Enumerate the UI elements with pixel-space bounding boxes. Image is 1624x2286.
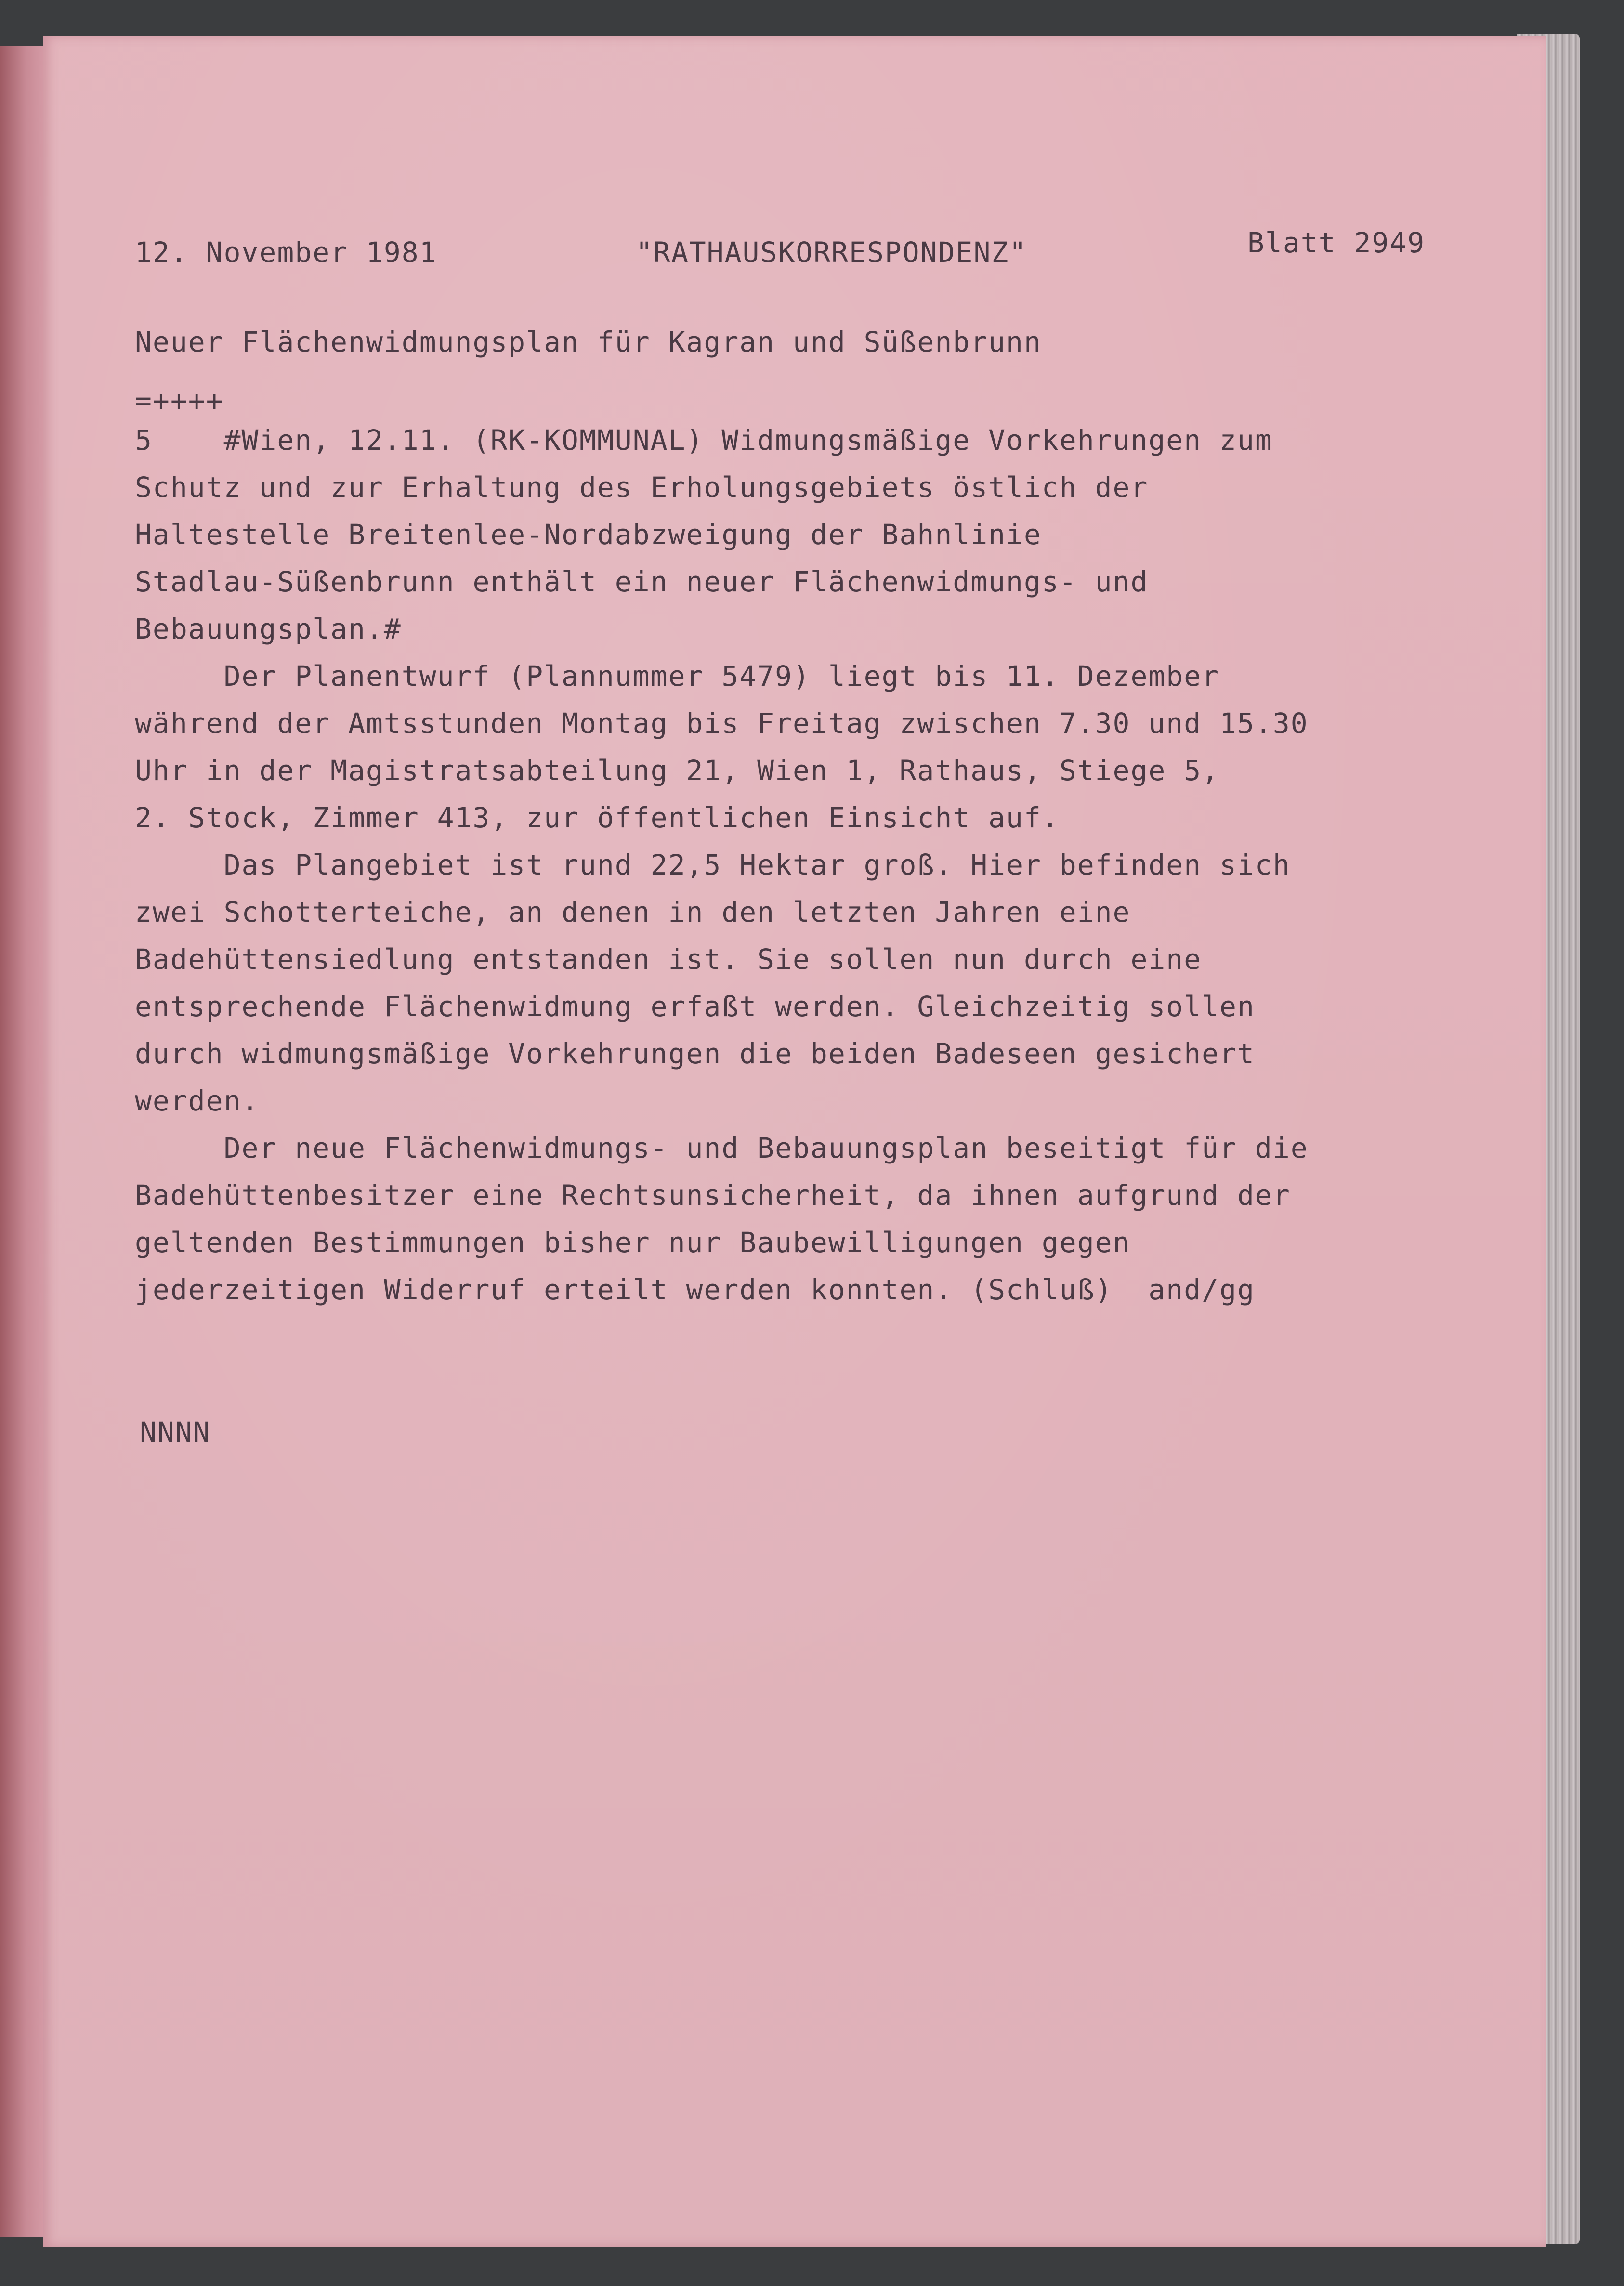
separator-marker: =++++ <box>135 384 224 417</box>
body-line: zwei Schotterteiche, an denen in den letzten Jahren eine <box>135 896 1131 928</box>
end-mark: NNNN <box>140 1416 211 1449</box>
body-line: Das Plangebiet ist rund 22,5 Hektar groß. Hier befinden sich <box>135 849 1291 881</box>
body-line: Badehüttenbesitzer eine Rechtsunsicherheit, da ihnen aufgrund der <box>135 1179 1291 1212</box>
body-line: entsprechende Flächenwidmung erfaßt werden. Gleichzeitig sollen <box>135 990 1255 1023</box>
facing-page-edge <box>0 46 43 2237</box>
body-line: durch widmungsmäßige Vorkehrungen die beiden Badeseen gesichert <box>135 1037 1255 1070</box>
body-line: Schutz und zur Erhaltung des Erholungsgebiets östlich der <box>135 471 1149 504</box>
body-line: Badehüttensiedlung entstanden ist. Sie sollen nun durch eine <box>135 943 1202 976</box>
body-line: Uhr in der Magistratsabteilung 21, Wien 1, Rathaus, Stiege 5, <box>135 754 1220 787</box>
body-line: geltenden Bestimmungen bisher nur Baubewilligungen gegen <box>135 1226 1131 1259</box>
header-date: 12. November 1981 <box>135 236 437 269</box>
body-line: 2. Stock, Zimmer 413, zur öffentlichen Einsicht auf. <box>135 801 1060 834</box>
article-body <box>135 417 1309 1313</box>
body-line: Bebauungsplan.# <box>135 613 402 645</box>
article-headline: Neuer Flächenwidmungsplan für Kagran und Süßenbrunn <box>135 326 1042 358</box>
body-line: werden. <box>135 1084 260 1117</box>
body-line: Der neue Flächenwidmungs- und Bebauungsplan beseitigt für die <box>135 1132 1309 1164</box>
body-line: jederzeitigen Widerruf erteilt werden konnten. (Schluß) and/gg <box>135 1273 1255 1306</box>
header-sheet-number: Blatt 2949 <box>1247 226 1426 259</box>
body-line: Haltestelle Breitenlee-Nordabzweigung der Bahnlinie <box>135 518 1042 551</box>
body-line: während der Amtsstunden Montag bis Freitag zwischen 7.30 und 15.30 <box>135 707 1309 740</box>
body-line: Stadlau-Süßenbrunn enthält ein neuer Flächenwidmungs- und <box>135 565 1149 598</box>
document-page <box>43 36 1546 2247</box>
header-publication: "RATHAUSKORRESPONDENZ" <box>636 236 1027 269</box>
body-line: Der Planentwurf (Plannummer 5479) liegt bis 11. Dezember <box>135 660 1220 692</box>
body-line: 5 #Wien, 12.11. (RK-KOMMUNAL) Widmungsmäßige Vorkehrungen zum <box>135 424 1273 457</box>
